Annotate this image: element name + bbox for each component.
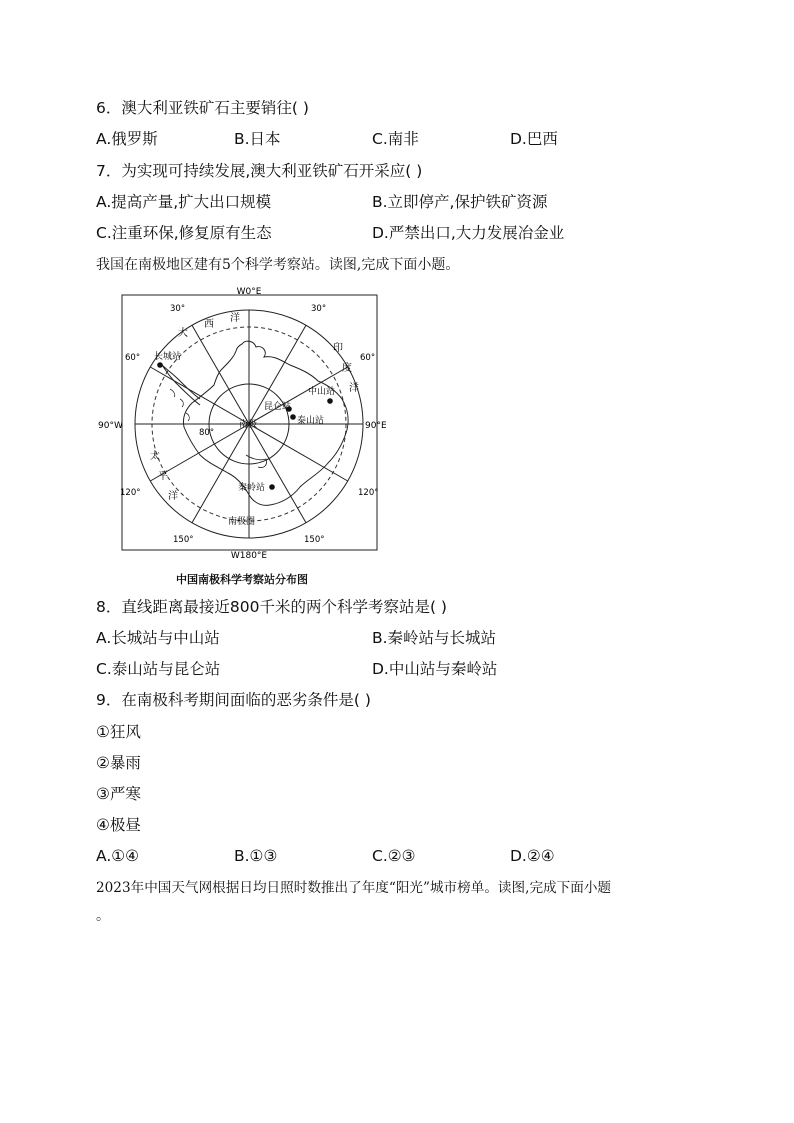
- q7-option-a: A.提高产量,扩大出口规模: [96, 193, 272, 211]
- svg-text:洋: 洋: [230, 313, 240, 324]
- station-label-taishan: 泰山站: [297, 416, 325, 426]
- lon-label-30e: 30°: [311, 304, 327, 314]
- atlantic-ocean-label: [178, 311, 240, 339]
- q9-item-3: ③严寒: [96, 785, 141, 803]
- top-meridian-label: W0°E: [236, 287, 262, 297]
- lon-label-120e: 120°: [358, 488, 379, 498]
- q9-item-4: ④极昼: [96, 816, 141, 834]
- antarctic-map-svg: [96, 287, 386, 562]
- q9-item-2: ②暴雨: [96, 754, 141, 772]
- q6-option-d: D.巴西: [510, 130, 558, 148]
- intro-sunshine-tail: 。: [96, 908, 110, 924]
- lon-label-60e: 60°: [360, 353, 376, 363]
- station-marker-zhongshan: [327, 398, 333, 404]
- lon-label-120w: 120°: [120, 488, 141, 498]
- station-marker-changcheng: [157, 362, 163, 368]
- station-label-changcheng: 长城站: [154, 352, 182, 362]
- q8-option-a: A.长城站与中山站: [96, 629, 220, 647]
- svg-text:洋: 洋: [168, 491, 178, 502]
- south-pole-label: 南极: [239, 420, 258, 430]
- q6-stem: 6．澳大利亚铁矿石主要销往( ): [96, 99, 309, 117]
- svg-text:太: 太: [150, 451, 160, 462]
- q8-option-b: B.秦岭站与长城站: [372, 629, 497, 647]
- lon-label-60w: 60°: [125, 353, 141, 363]
- svg-text:度: 度: [342, 363, 352, 374]
- map-caption: 中国南极科学考察站分布图: [176, 573, 308, 586]
- svg-text:大: 大: [178, 328, 188, 339]
- q9-option-c: C.②③: [372, 847, 416, 865]
- station-label-qinling: 秦岭站: [238, 483, 266, 493]
- q9-item-1: ①狂风: [96, 723, 141, 741]
- q9-stem: 9．在南极科考期间面临的恶劣条件是( ): [96, 691, 371, 709]
- station-marker-qinling: [269, 484, 275, 490]
- q9-option-b: B.①③: [234, 847, 278, 865]
- q6-option-c: C.南非: [372, 130, 419, 148]
- lon-label-150e: 150°: [304, 535, 325, 545]
- antarctic-circle-label: 南极圈: [228, 517, 256, 527]
- q7-option-d: D.严禁出口,大力发展冶金业: [372, 224, 565, 242]
- intro-sunshine: 2023年中国天气网根据日均日照时数推出了年度“阳光”城市榜单。读图,完成下面小题: [96, 880, 612, 896]
- right-meridian-label: 90°E: [365, 421, 386, 431]
- antarctic-map: [96, 287, 386, 562]
- svg-text:洋: 洋: [349, 383, 359, 394]
- q8-option-d: D.中山站与秦岭站: [372, 660, 498, 678]
- q9-option-a: A.①④: [96, 847, 140, 865]
- station-label-kunlun: 昆仑站: [264, 402, 292, 412]
- lat-80-label: 80°: [199, 428, 215, 438]
- q6-option-b: B.日本: [234, 130, 281, 148]
- q6-option-a: A.俄罗斯: [96, 130, 158, 148]
- intro-antarctic: 我国在南极地区建有5个科学考察站。读图,完成下面小题。: [96, 257, 460, 273]
- lon-label-30w: 30°: [170, 304, 186, 314]
- q9-option-d: D.②④: [510, 847, 555, 865]
- lon-label-150w: 150°: [173, 535, 194, 545]
- q7-option-c: C.注重环保,修复原有生态: [96, 224, 272, 242]
- station-marker-taishan: [290, 414, 296, 420]
- svg-text:西: 西: [204, 319, 214, 330]
- q8-stem: 8．直线距离最接近800千米的两个科学考察站是( ): [96, 598, 447, 616]
- q8-option-c: C.泰山站与昆仑站: [96, 660, 221, 678]
- left-meridian-label: 90°W: [98, 421, 123, 431]
- station-label-zhongshan: 中山站: [308, 387, 336, 397]
- bottom-meridian-label: W180°E: [230, 551, 268, 561]
- q7-option-b: B.立即停产,保护铁矿资源: [372, 193, 548, 211]
- pacific-ocean-label: [150, 449, 178, 502]
- svg-text:平: 平: [158, 471, 168, 482]
- indian-ocean-label: [333, 341, 359, 394]
- svg-text:印: 印: [333, 343, 343, 354]
- q7-stem: 7．为实现可持续发展,澳大利亚铁矿石开采应( ): [96, 162, 423, 180]
